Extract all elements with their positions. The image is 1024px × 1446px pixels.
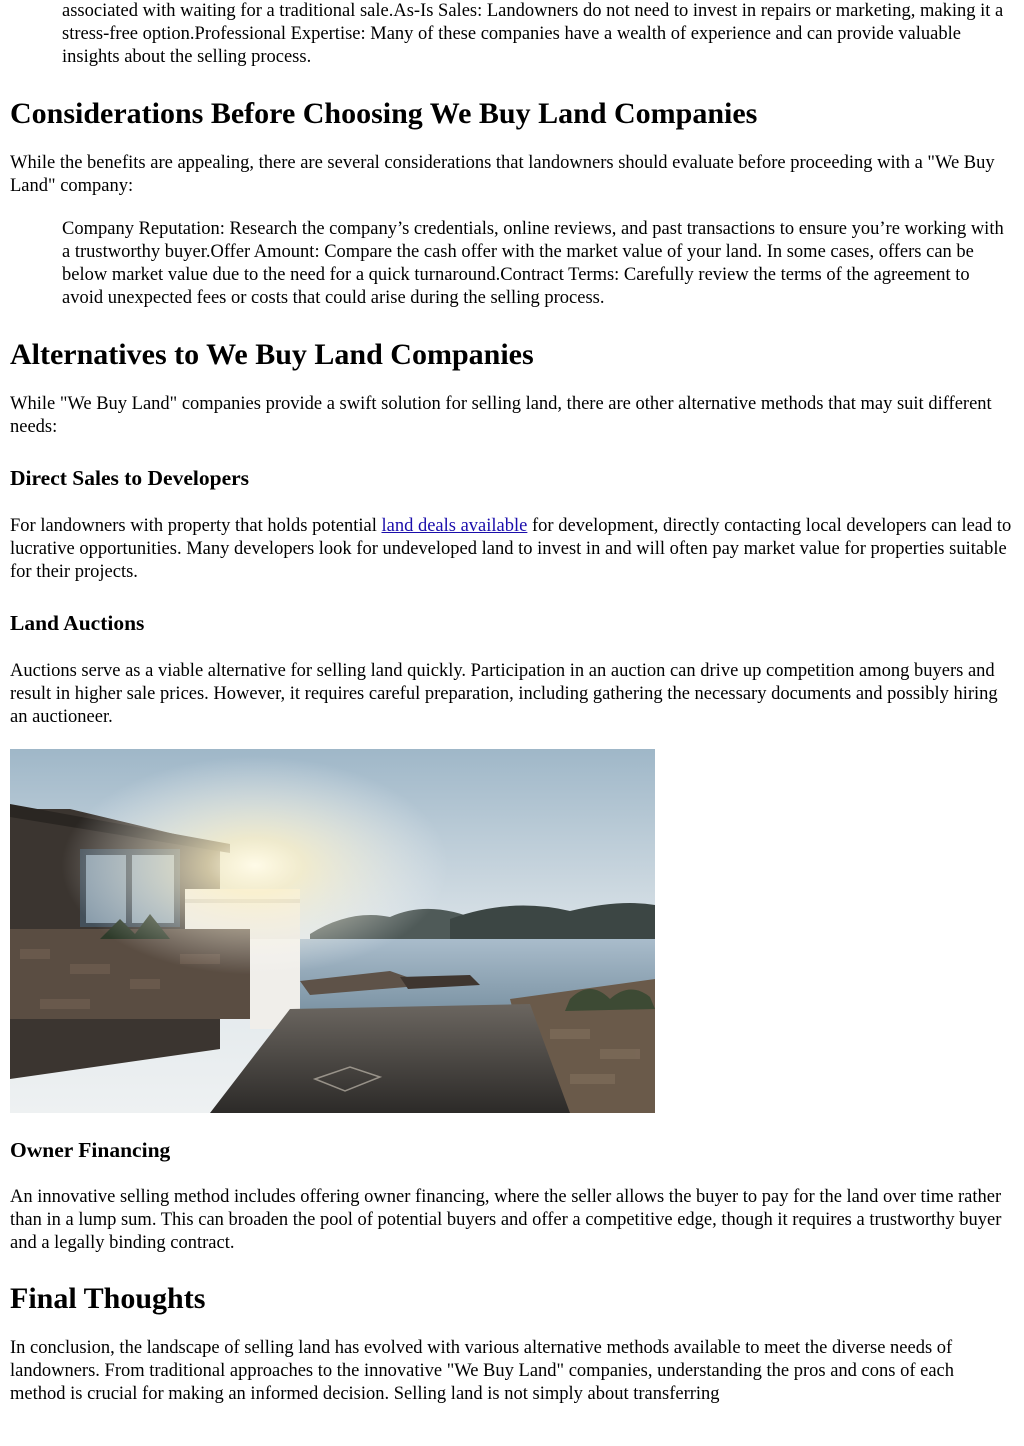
direct-sales-text-after: for development, directly contacting local developers can lead to lucrative opportunities. Many developers look for undeveloped land to invest in and will often pay market value for properties suitable for their projects. [10, 516, 1012, 582]
considerations-list [62, 218, 1014, 310]
direct-sales-paragraph [10, 515, 1014, 584]
land-auctions-paragraph: Auctions serve as a viable alternative for selling land quickly. Participation in an auction can drive up competition among buyers and result in higher sale prices. However, it requires careful preparation, including gathering the necessary documents and possibly hiring an auctioneer. [10, 661, 998, 727]
direct-sales-text-before: For landowners with property that holds potential [10, 516, 382, 536]
benefits-list-continuation [62, 0, 1014, 69]
land-deals-link[interactable]: land deals available [381, 516, 528, 536]
final-thoughts-paragraph: In conclusion, the landscape of selling land has evolved with various alternative methods available to meet the diverse needs of landowners. From traditional approaches to the innovative "We Buy Land" companies, understanding the pros and cons of each method is crucial for making an informed decision. Selling land is not simply about transferring [10, 1338, 955, 1404]
villa-photo-container [10, 749, 1014, 1113]
considerations-heading: Considerations Before Choosing We Buy Land Companies [10, 97, 758, 130]
seaside-villa-photo [10, 749, 655, 1113]
considerations-paragraph: While the benefits are appealing, there are several considerations that landowners should evaluate before proceeding with a "We Buy Land" company: [10, 153, 995, 196]
final-thoughts-heading: Final Thoughts [10, 1282, 206, 1315]
alternatives-paragraph: While "We Buy Land" companies provide a swift solution for selling land, there are other alternative methods that may suit different needs: [10, 394, 992, 437]
alternatives-heading: Alternatives to We Buy Land Companies [10, 338, 534, 371]
owner-financing-heading: Owner Financing [10, 1138, 171, 1162]
owner-financing-paragraph: An innovative selling method includes offering owner financing, where the seller allows the buyer to pay for the land over time rather than in a lump sum. This can broaden the pool of potential buyers and offer a competitive edge, though it requires a trustworthy buyer and a legally binding contract. [10, 1187, 1002, 1253]
land-auctions-heading: Land Auctions [10, 611, 145, 635]
considerations-list-text: Company Reputation: Research the company’s credentials, online reviews, and past transactions to ensure you’re working with a trustworthy buyer.Offer Amount: Compare the cash offer with the market value of your land. In some cases, offers can be below market value due to the need for a quick turnaround.Contract Terms: Carefully review the terms of the agreement to avoid unexpected fees or costs that could arise during the selling process. [62, 219, 1004, 308]
direct-sales-heading: Direct Sales to Developers [10, 466, 250, 490]
benefits-list-text: associated with waiting for a traditional sale.As-Is Sales: Landowners do not need to invest in repairs or marketing, making it a stress-free option.Professional Expertise: Many of these companies have a wealth of experience and can provide valuable insights about the selling process. [62, 1, 1004, 67]
